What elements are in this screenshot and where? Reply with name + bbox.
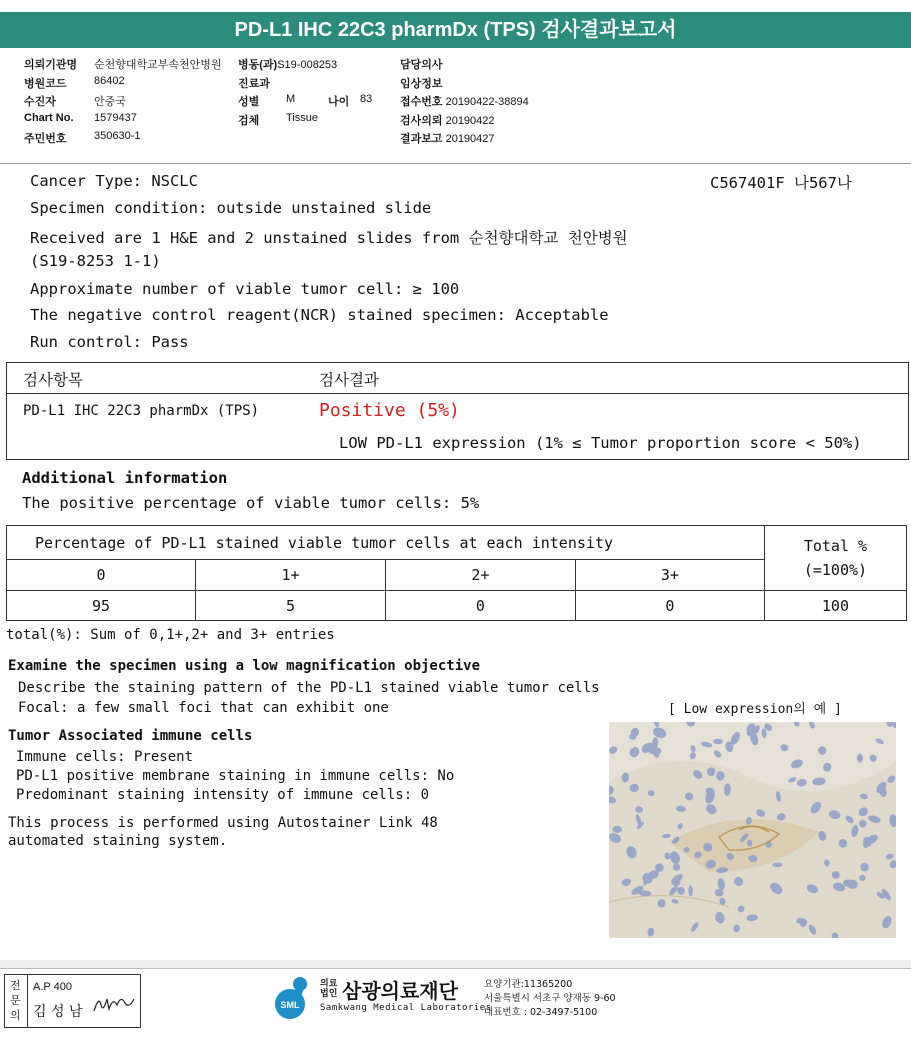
org-info <box>484 978 616 1020</box>
expression-note: LOW PD-L1 expression (1% ≤ Tumor proportion score < 50%) <box>339 434 862 452</box>
total-note: total(%): Sum of 0,1+,2+ and 3+ entries <box>6 627 335 643</box>
sign-code: A.P 400 <box>33 981 72 993</box>
field-value: Tissue <box>286 111 318 124</box>
field-label: 임상정보 <box>400 77 443 90</box>
intensity-header: Percentage of PD-L1 stained viable tumor cells at each intensity <box>7 526 765 560</box>
intensity-value: 95 <box>7 591 196 621</box>
viable-cell-count: Approximate number of viable tumor cell: ≥ 100 <box>30 280 460 298</box>
report-title: PD-L1 IHC 22C3 pharmDx (TPS) 검사결과보고서 <box>0 12 911 48</box>
field-value: M <box>286 93 296 105</box>
additional-text: The positive percentage of viable tumor cells: 5% <box>22 494 480 512</box>
table-row <box>7 526 907 560</box>
org-info-line: 대표번호 : 02-3497-5100 <box>484 1007 598 1018</box>
tic-line: PD-L1 positive membrane staining in immune cells: No <box>16 768 455 784</box>
field-label: 주민번호 <box>24 133 67 145</box>
field-value: 20190422-38894 <box>445 96 529 108</box>
header-row <box>400 112 529 131</box>
intensity-table <box>6 525 907 621</box>
header-row <box>238 93 373 112</box>
examine-line: Focal: a few small foci that can exhibit one <box>18 700 389 716</box>
logo-text: SML <box>280 1000 300 1010</box>
header-row <box>400 75 529 94</box>
header-row <box>24 56 222 75</box>
field-label: Chart No. <box>24 111 74 124</box>
field-value: 350630-1 <box>94 130 141 142</box>
header-row <box>400 93 529 112</box>
org-name: 삼광의료재단 <box>342 979 458 1003</box>
header-row <box>238 112 337 131</box>
field-label: 진료과 <box>238 77 270 90</box>
ncr-status: The negative control reagent(NCR) stained specimen: Acceptable <box>30 306 609 324</box>
field-label: 검체 <box>238 114 260 127</box>
footer-bar <box>0 960 911 968</box>
footer-divider <box>0 968 911 969</box>
intensity-value: 5 <box>195 591 385 621</box>
column-header-item: 검사항목 <box>23 371 83 389</box>
test-item: PD-L1 IHC 22C3 pharmDx (TPS) <box>23 403 260 419</box>
field-label: 결과보고 <box>400 133 443 145</box>
test-result: Positive (5%) <box>319 400 460 421</box>
field-value: 20190422 <box>445 114 495 127</box>
total-value: 100 <box>764 591 906 621</box>
header-divider <box>0 163 911 164</box>
total-header-line: Total % <box>803 537 868 555</box>
intensity-value: 0 <box>385 591 575 621</box>
header-row <box>24 74 125 94</box>
header-row <box>24 111 137 131</box>
cancer-type: Cancer Type: NSCLC <box>30 172 198 190</box>
cell-nucleus <box>772 863 782 868</box>
slide-id: (S19-8253 1-1) <box>30 252 161 270</box>
cell-nucleus <box>688 885 692 896</box>
examine-heading: Examine the specimen using a low magnification objective <box>8 658 481 674</box>
header-col-2 <box>238 56 373 130</box>
column-header-result: 검사결과 <box>319 371 379 389</box>
field-label: 접수번호 <box>400 96 443 108</box>
field-label: 담당의사 <box>400 59 443 71</box>
intensity-level: 0 <box>7 560 196 591</box>
header-row <box>400 130 529 149</box>
additional-heading: Additional information <box>22 469 228 487</box>
sml-logo-icon <box>268 974 318 1022</box>
field-label: 의뢰기관명 <box>24 59 78 71</box>
field-value: 86402 <box>94 74 125 87</box>
table-row <box>7 591 907 621</box>
tic-line: Predominant staining intensity of immune cells: 0 <box>16 787 430 803</box>
field-label: 병동(과) <box>238 59 278 71</box>
specimen-code: C567401F 나567나 <box>710 174 852 192</box>
tic-line: Immune cells: Present <box>16 749 194 765</box>
run-control: Run control: Pass <box>30 333 189 351</box>
age-value: 83 <box>360 93 373 105</box>
process-line: This process is performed using Autostainer Link 48 <box>8 815 438 831</box>
sign-label: 전문의 <box>10 979 21 1022</box>
received-slides: Received are 1 H&E and 2 unstained slides from 순천향대학교 천안병원 <box>30 229 628 247</box>
sign-label-cell <box>5 975 28 1027</box>
tissue-micrograph <box>609 722 896 938</box>
org-info-line: 서울특별시 서초구 양재동 9-60 <box>484 993 616 1004</box>
field-value: 20190427 <box>445 133 495 145</box>
header-row <box>400 56 529 75</box>
header-row <box>24 93 126 112</box>
field-value: 안중국 <box>94 96 126 108</box>
header-col-3 <box>400 56 529 149</box>
image-caption: [ Low expression의 예 ] <box>668 702 842 717</box>
field-value: 순천향대학교부속천안병원 <box>94 59 222 71</box>
org-english-name: Samkwang Medical Laboratories <box>320 1003 492 1013</box>
field-label: 수진자 <box>24 96 56 108</box>
result-table-header <box>7 363 908 394</box>
field-label: 검사의뢰 <box>400 114 443 127</box>
field-value: 1579437 <box>94 111 137 124</box>
result-table <box>6 362 909 460</box>
tissue-image <box>609 722 896 938</box>
sign-name: 김 성 남 <box>33 1004 83 1020</box>
header-row <box>238 75 337 94</box>
signature-box <box>4 974 141 1028</box>
org-info-line: 요양기관:11365200 <box>484 979 573 990</box>
total-header-line: (=100%) <box>803 561 868 579</box>
tic-heading: Tumor Associated immune cells <box>8 728 253 744</box>
intensity-level: 1+ <box>195 560 385 591</box>
intensity-level: 2+ <box>385 560 575 591</box>
examine-line: Describe the staining pattern of the PD-L1 stained viable tumor cells <box>18 680 600 696</box>
field-label: 성별 <box>238 96 260 108</box>
header-row <box>238 56 337 75</box>
header-col-1 <box>24 56 222 149</box>
total-header <box>764 526 906 591</box>
field-value: S19-008253 <box>277 59 338 71</box>
intensity-value: 0 <box>575 591 764 621</box>
signature-icon <box>91 991 137 1017</box>
field-label: 병원코드 <box>24 77 67 90</box>
org-prefix: 의료법인 <box>320 979 338 999</box>
intensity-level: 3+ <box>575 560 764 591</box>
header-row <box>24 130 141 149</box>
age-label: 나이 <box>328 96 350 108</box>
specimen-condition: Specimen condition: outside unstained slide <box>30 199 432 217</box>
process-line: automated staining system. <box>8 833 228 849</box>
